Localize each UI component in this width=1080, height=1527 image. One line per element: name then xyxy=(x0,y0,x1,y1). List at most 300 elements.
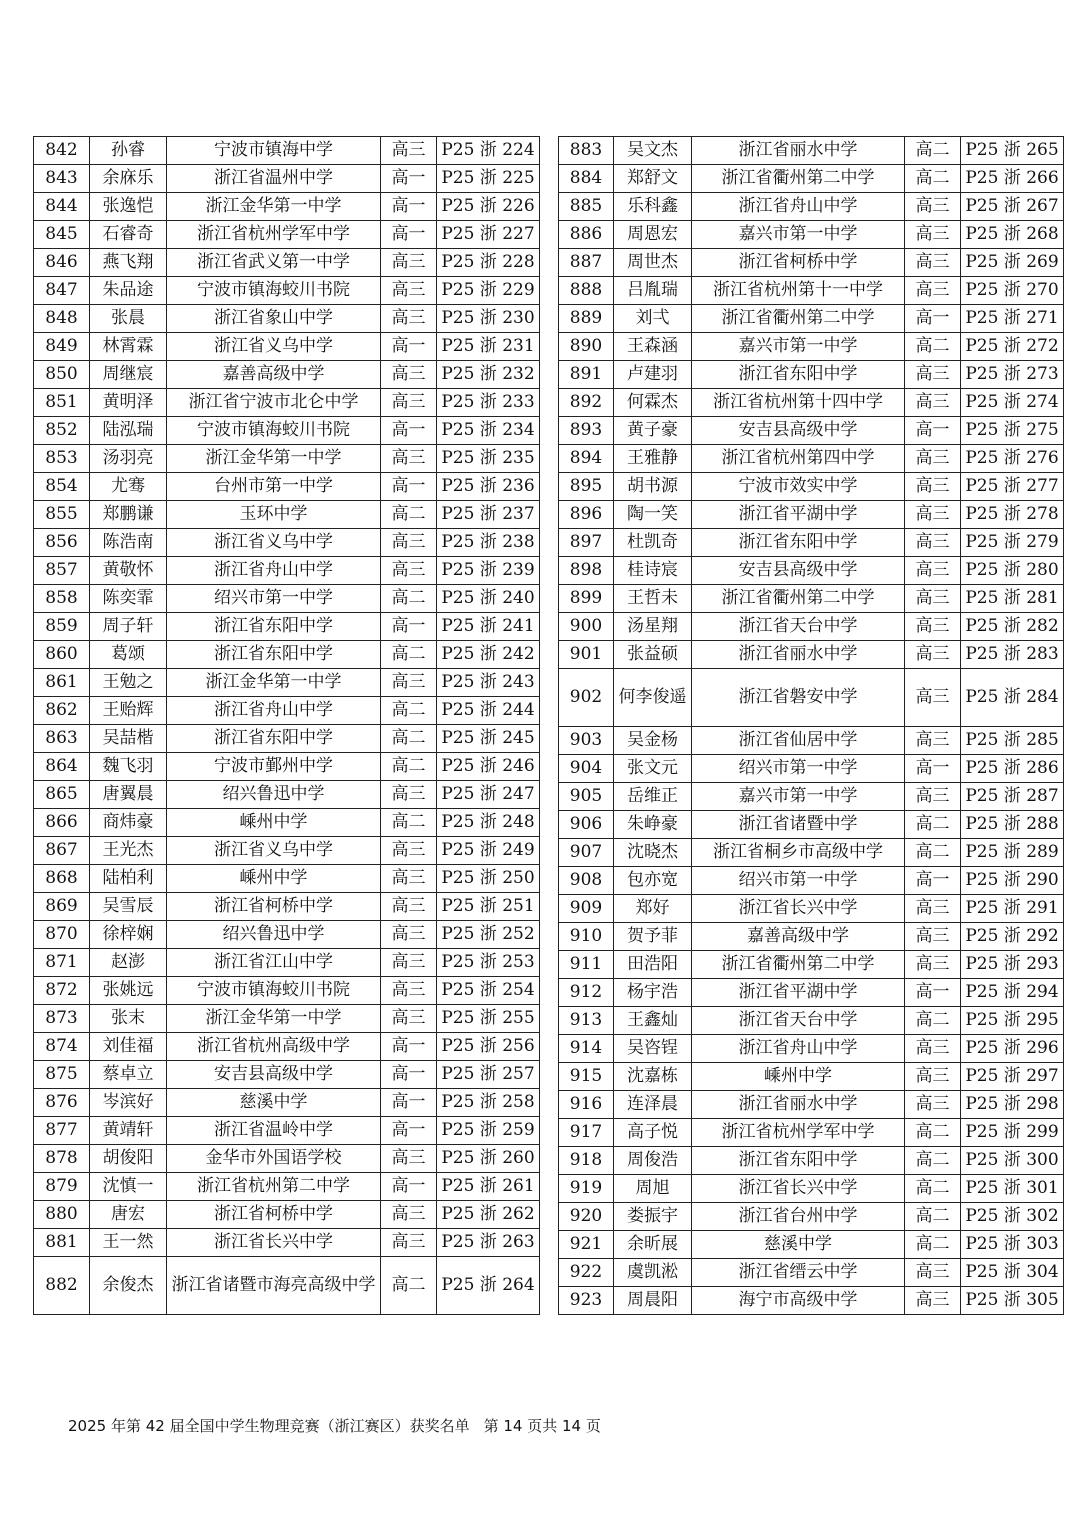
cell-grade: 高三 xyxy=(905,249,961,277)
cell-award-code: P25 浙 289 xyxy=(961,839,1064,867)
cell-award-code: P25 浙 251 xyxy=(437,893,540,921)
cell-award-code: P25 浙 277 xyxy=(961,473,1064,501)
cell-number: 909 xyxy=(559,895,614,923)
cell-award-code: P25 浙 229 xyxy=(437,277,540,305)
cell-award-code: P25 浙 274 xyxy=(961,389,1064,417)
cell-award-code: P25 浙 275 xyxy=(961,417,1064,445)
cell-award-code: P25 浙 301 xyxy=(961,1175,1064,1203)
cell-school: 浙江省丽水中学 xyxy=(692,137,905,165)
table-row xyxy=(34,445,540,473)
cell-name: 朱品途 xyxy=(90,277,167,305)
table-row xyxy=(34,893,540,921)
cell-award-code: P25 浙 262 xyxy=(437,1201,540,1229)
table-row xyxy=(559,1259,1064,1287)
cell-school: 浙江省柯桥中学 xyxy=(692,249,905,277)
cell-award-code: P25 浙 298 xyxy=(961,1091,1064,1119)
cell-name: 吴喆楷 xyxy=(90,725,167,753)
cell-grade: 高三 xyxy=(381,977,437,1005)
cell-number: 865 xyxy=(34,781,90,809)
cell-number: 891 xyxy=(559,361,614,389)
cell-grade: 高三 xyxy=(905,1035,961,1063)
cell-name: 张姚远 xyxy=(90,977,167,1005)
cell-number: 922 xyxy=(559,1259,614,1287)
cell-name: 石睿奇 xyxy=(90,221,167,249)
cell-name: 周子轩 xyxy=(90,613,167,641)
cell-school: 宁波市镇海蛟川书院 xyxy=(167,277,381,305)
cell-name: 余庥乐 xyxy=(90,165,167,193)
cell-grade: 高二 xyxy=(381,725,437,753)
cell-award-code: P25 浙 263 xyxy=(437,1229,540,1257)
table-row xyxy=(559,727,1064,755)
cell-name: 岳维正 xyxy=(614,783,692,811)
cell-number: 876 xyxy=(34,1089,90,1117)
table-row xyxy=(559,165,1064,193)
cell-name: 杨宇浩 xyxy=(614,979,692,1007)
cell-name: 朱峥豪 xyxy=(614,811,692,839)
cell-grade: 高三 xyxy=(905,193,961,221)
cell-school: 浙江省天台中学 xyxy=(692,613,905,641)
cell-award-code: P25 浙 272 xyxy=(961,333,1064,361)
cell-school: 浙江省杭州第四中学 xyxy=(692,445,905,473)
cell-grade: 高二 xyxy=(905,333,961,361)
cell-name: 余俊杰 xyxy=(90,1257,167,1315)
cell-school: 绍兴鲁迅中学 xyxy=(167,781,381,809)
cell-school: 浙江省桐乡市高级中学 xyxy=(692,839,905,867)
cell-grade: 高三 xyxy=(905,557,961,585)
table-row xyxy=(559,669,1064,727)
cell-award-code: P25 浙 285 xyxy=(961,727,1064,755)
cell-grade: 高一 xyxy=(381,1033,437,1061)
cell-grade: 高三 xyxy=(905,669,961,727)
cell-grade: 高三 xyxy=(905,1063,961,1091)
cell-award-code: P25 浙 233 xyxy=(437,389,540,417)
cell-number: 916 xyxy=(559,1091,614,1119)
cell-name: 胡俊阳 xyxy=(90,1145,167,1173)
cell-school: 浙江省天台中学 xyxy=(692,1007,905,1035)
cell-name: 张晨 xyxy=(90,305,167,333)
cell-name: 葛颂 xyxy=(90,641,167,669)
cell-number: 852 xyxy=(34,417,90,445)
cell-school: 浙江省东阳中学 xyxy=(167,641,381,669)
cell-name: 田浩阳 xyxy=(614,951,692,979)
cell-number: 901 xyxy=(559,641,614,669)
cell-award-code: P25 浙 237 xyxy=(437,501,540,529)
cell-name: 吴雪辰 xyxy=(90,893,167,921)
cell-award-code: P25 浙 253 xyxy=(437,949,540,977)
cell-grade: 高三 xyxy=(905,221,961,249)
cell-name: 黄子豪 xyxy=(614,417,692,445)
cell-school: 宁波市效实中学 xyxy=(692,473,905,501)
cell-grade: 高一 xyxy=(381,1117,437,1145)
cell-grade: 高三 xyxy=(381,893,437,921)
cell-number: 908 xyxy=(559,867,614,895)
cell-school: 慈溪中学 xyxy=(167,1089,381,1117)
cell-award-code: P25 浙 270 xyxy=(961,277,1064,305)
cell-number: 920 xyxy=(559,1203,614,1231)
cell-number: 905 xyxy=(559,783,614,811)
cell-school: 台州市第一中学 xyxy=(167,473,381,501)
cell-name: 娄振宇 xyxy=(614,1203,692,1231)
cell-award-code: P25 浙 297 xyxy=(961,1063,1064,1091)
cell-name: 燕飞翔 xyxy=(90,249,167,277)
cell-award-code: P25 浙 300 xyxy=(961,1147,1064,1175)
cell-grade: 高一 xyxy=(381,473,437,501)
cell-award-code: P25 浙 255 xyxy=(437,1005,540,1033)
cell-award-code: P25 浙 279 xyxy=(961,529,1064,557)
cell-name: 虞凯淞 xyxy=(614,1259,692,1287)
cell-name: 沈晓杰 xyxy=(614,839,692,867)
table-row xyxy=(34,1117,540,1145)
cell-number: 844 xyxy=(34,193,90,221)
table-row xyxy=(559,641,1064,669)
cell-name: 赵澎 xyxy=(90,949,167,977)
cell-number: 864 xyxy=(34,753,90,781)
cell-name: 魏飞羽 xyxy=(90,753,167,781)
cell-award-code: P25 浙 293 xyxy=(961,951,1064,979)
table-row xyxy=(34,249,540,277)
cell-school: 安吉县高级中学 xyxy=(692,557,905,585)
cell-school: 浙江省诸暨中学 xyxy=(692,811,905,839)
cell-grade: 高一 xyxy=(905,305,961,333)
table-row xyxy=(559,1063,1064,1091)
table-row xyxy=(34,1005,540,1033)
cell-grade: 高二 xyxy=(905,1231,961,1259)
cell-number: 870 xyxy=(34,921,90,949)
cell-grade: 高二 xyxy=(905,1007,961,1035)
cell-award-code: P25 浙 231 xyxy=(437,333,540,361)
cell-school: 浙江省温州中学 xyxy=(167,165,381,193)
cell-award-code: P25 浙 245 xyxy=(437,725,540,753)
table-row xyxy=(559,249,1064,277)
table-row xyxy=(559,1203,1064,1231)
cell-number: 880 xyxy=(34,1201,90,1229)
cell-number: 919 xyxy=(559,1175,614,1203)
cell-number: 921 xyxy=(559,1231,614,1259)
cell-award-code: P25 浙 268 xyxy=(961,221,1064,249)
cell-grade: 高三 xyxy=(381,1229,437,1257)
cell-name: 陈奕霏 xyxy=(90,585,167,613)
table-row xyxy=(559,445,1064,473)
cell-grade: 高三 xyxy=(381,781,437,809)
cell-school: 浙江省柯桥中学 xyxy=(167,1201,381,1229)
table-row xyxy=(559,1175,1064,1203)
cell-school: 浙江省义乌中学 xyxy=(167,333,381,361)
cell-grade: 高二 xyxy=(905,1119,961,1147)
cell-school: 浙江省缙云中学 xyxy=(692,1259,905,1287)
table-row xyxy=(34,949,540,977)
table-row xyxy=(34,501,540,529)
cell-number: 859 xyxy=(34,613,90,641)
cell-award-code: P25 浙 238 xyxy=(437,529,540,557)
table-row xyxy=(559,389,1064,417)
cell-award-code: P25 浙 265 xyxy=(961,137,1064,165)
table-row xyxy=(34,781,540,809)
cell-award-code: P25 浙 266 xyxy=(961,165,1064,193)
cell-award-code: P25 浙 288 xyxy=(961,811,1064,839)
cell-number: 847 xyxy=(34,277,90,305)
cell-number: 879 xyxy=(34,1173,90,1201)
table-row xyxy=(559,501,1064,529)
cell-name: 吕胤瑞 xyxy=(614,277,692,305)
table-row xyxy=(559,951,1064,979)
cell-grade: 高三 xyxy=(381,445,437,473)
cell-name: 张文元 xyxy=(614,755,692,783)
cell-number: 866 xyxy=(34,809,90,837)
cell-award-code: P25 浙 260 xyxy=(437,1145,540,1173)
cell-award-code: P25 浙 271 xyxy=(961,305,1064,333)
cell-school: 浙江省长兴中学 xyxy=(167,1229,381,1257)
cell-school: 绍兴市第一中学 xyxy=(692,755,905,783)
cell-grade: 高二 xyxy=(905,811,961,839)
cell-school: 浙江金华第一中学 xyxy=(167,669,381,697)
cell-school: 浙江省武义第一中学 xyxy=(167,249,381,277)
cell-name: 黄靖轩 xyxy=(90,1117,167,1145)
cell-school: 绍兴市第一中学 xyxy=(167,585,381,613)
cell-school: 浙江省柯桥中学 xyxy=(167,893,381,921)
cell-grade: 高三 xyxy=(381,921,437,949)
table-row xyxy=(559,867,1064,895)
cell-school: 浙江省衢州第二中学 xyxy=(692,585,905,613)
cell-award-code: P25 浙 232 xyxy=(437,361,540,389)
cell-award-code: P25 浙 258 xyxy=(437,1089,540,1117)
cell-grade: 高二 xyxy=(381,809,437,837)
cell-name: 刘弌 xyxy=(614,305,692,333)
cell-name: 徐梓娴 xyxy=(90,921,167,949)
cell-grade: 高三 xyxy=(381,529,437,557)
cell-award-code: P25 浙 273 xyxy=(961,361,1064,389)
cell-grade: 高二 xyxy=(905,839,961,867)
cell-school: 浙江省东阳中学 xyxy=(692,361,905,389)
cell-award-code: P25 浙 227 xyxy=(437,221,540,249)
cell-number: 890 xyxy=(559,333,614,361)
cell-grade: 高三 xyxy=(905,951,961,979)
cell-grade: 高一 xyxy=(381,417,437,445)
cell-number: 871 xyxy=(34,949,90,977)
cell-school: 海宁市高级中学 xyxy=(692,1287,905,1315)
cell-school: 金华市外国语学校 xyxy=(167,1145,381,1173)
cell-number: 851 xyxy=(34,389,90,417)
table-row xyxy=(34,753,540,781)
cell-name: 王鑫灿 xyxy=(614,1007,692,1035)
cell-grade: 高三 xyxy=(381,305,437,333)
cell-award-code: P25 浙 254 xyxy=(437,977,540,1005)
cell-number: 902 xyxy=(559,669,614,727)
cell-award-code: P25 浙 305 xyxy=(961,1287,1064,1315)
cell-grade: 高三 xyxy=(905,361,961,389)
cell-school: 浙江省舟山中学 xyxy=(692,193,905,221)
cell-grade: 高二 xyxy=(905,1147,961,1175)
cell-number: 854 xyxy=(34,473,90,501)
cell-school: 浙江省舟山中学 xyxy=(692,1035,905,1063)
cell-name: 余昕展 xyxy=(614,1231,692,1259)
cell-school: 浙江省温岭中学 xyxy=(167,1117,381,1145)
cell-award-code: P25 浙 247 xyxy=(437,781,540,809)
table-row xyxy=(34,305,540,333)
cell-school: 浙江省磐安中学 xyxy=(692,669,905,727)
cell-award-code: P25 浙 242 xyxy=(437,641,540,669)
cell-name: 周晨阳 xyxy=(614,1287,692,1315)
cell-school: 浙江省诸暨市海亮高级中学 xyxy=(167,1257,381,1315)
cell-award-code: P25 浙 264 xyxy=(437,1257,540,1315)
cell-award-code: P25 浙 280 xyxy=(961,557,1064,585)
table-row xyxy=(559,529,1064,557)
cell-name: 王一然 xyxy=(90,1229,167,1257)
cell-name: 唐翼晨 xyxy=(90,781,167,809)
cell-award-code: P25 浙 269 xyxy=(961,249,1064,277)
cell-school: 宁波市镇海中学 xyxy=(167,137,381,165)
cell-number: 900 xyxy=(559,613,614,641)
cell-grade: 高一 xyxy=(381,1089,437,1117)
cell-number: 843 xyxy=(34,165,90,193)
cell-name: 陆柏利 xyxy=(90,865,167,893)
cell-award-code: P25 浙 257 xyxy=(437,1061,540,1089)
cell-school: 宁波市镇海蛟川书院 xyxy=(167,417,381,445)
cell-grade: 高三 xyxy=(381,1145,437,1173)
table-row xyxy=(559,839,1064,867)
cell-number: 899 xyxy=(559,585,614,613)
table-row xyxy=(34,277,540,305)
cell-award-code: P25 浙 304 xyxy=(961,1259,1064,1287)
table-row xyxy=(559,1287,1064,1315)
cell-number: 894 xyxy=(559,445,614,473)
cell-grade: 高一 xyxy=(905,755,961,783)
cell-number: 912 xyxy=(559,979,614,1007)
cell-number: 877 xyxy=(34,1117,90,1145)
cell-name: 张末 xyxy=(90,1005,167,1033)
table-row xyxy=(34,837,540,865)
cell-award-code: P25 浙 296 xyxy=(961,1035,1064,1063)
cell-award-code: P25 浙 259 xyxy=(437,1117,540,1145)
cell-name: 吴金杨 xyxy=(614,727,692,755)
cell-award-code: P25 浙 234 xyxy=(437,417,540,445)
cell-grade: 高三 xyxy=(905,895,961,923)
cell-school: 浙江省杭州学军中学 xyxy=(167,221,381,249)
cell-number: 907 xyxy=(559,839,614,867)
cell-award-code: P25 浙 292 xyxy=(961,923,1064,951)
table-row xyxy=(34,865,540,893)
cell-award-code: P25 浙 230 xyxy=(437,305,540,333)
cell-award-code: P25 浙 240 xyxy=(437,585,540,613)
cell-grade: 高三 xyxy=(381,389,437,417)
cell-school: 浙江省平湖中学 xyxy=(692,979,905,1007)
cell-award-code: P25 浙 248 xyxy=(437,809,540,837)
table-row xyxy=(34,1173,540,1201)
cell-number: 853 xyxy=(34,445,90,473)
cell-grade: 高一 xyxy=(905,417,961,445)
cell-grade: 高三 xyxy=(905,613,961,641)
table-row xyxy=(34,585,540,613)
cell-number: 855 xyxy=(34,501,90,529)
cell-name: 王光杰 xyxy=(90,837,167,865)
cell-grade: 高二 xyxy=(381,697,437,725)
cell-school: 绍兴鲁迅中学 xyxy=(167,921,381,949)
table-row xyxy=(34,557,540,585)
cell-name: 吴咨锃 xyxy=(614,1035,692,1063)
cell-school: 浙江金华第一中学 xyxy=(167,445,381,473)
cell-award-code: P25 浙 256 xyxy=(437,1033,540,1061)
cell-award-code: P25 浙 244 xyxy=(437,697,540,725)
cell-number: 906 xyxy=(559,811,614,839)
cell-school: 浙江省东阳中学 xyxy=(692,1147,905,1175)
cell-name: 岑滨好 xyxy=(90,1089,167,1117)
cell-award-code: P25 浙 228 xyxy=(437,249,540,277)
cell-award-code: P25 浙 287 xyxy=(961,783,1064,811)
cell-school: 浙江省东阳中学 xyxy=(692,529,905,557)
table-row xyxy=(559,333,1064,361)
table-row xyxy=(34,1257,540,1315)
cell-award-code: P25 浙 236 xyxy=(437,473,540,501)
cell-grade: 高三 xyxy=(381,865,437,893)
cell-name: 吴文杰 xyxy=(614,137,692,165)
cell-number: 849 xyxy=(34,333,90,361)
cell-grade: 高三 xyxy=(905,783,961,811)
cell-name: 郑舒文 xyxy=(614,165,692,193)
cell-award-code: P25 浙 291 xyxy=(961,895,1064,923)
table-row xyxy=(34,417,540,445)
cell-school: 浙江省长兴中学 xyxy=(692,895,905,923)
cell-grade: 高一 xyxy=(381,333,437,361)
cell-school: 浙江省平湖中学 xyxy=(692,501,905,529)
cell-number: 874 xyxy=(34,1033,90,1061)
cell-school: 宁波市鄞州中学 xyxy=(167,753,381,781)
cell-award-code: P25 浙 284 xyxy=(961,669,1064,727)
cell-grade: 高一 xyxy=(905,867,961,895)
table-row xyxy=(34,361,540,389)
cell-school: 浙江金华第一中学 xyxy=(167,193,381,221)
table-row xyxy=(34,697,540,725)
table-row xyxy=(34,725,540,753)
cell-grade: 高一 xyxy=(381,165,437,193)
cell-number: 862 xyxy=(34,697,90,725)
cell-grade: 高三 xyxy=(905,501,961,529)
cell-school: 浙江省宁波市北仑中学 xyxy=(167,389,381,417)
cell-award-code: P25 浙 299 xyxy=(961,1119,1064,1147)
page-footer xyxy=(68,1415,601,1436)
cell-school: 浙江省衢州第二中学 xyxy=(692,951,905,979)
cell-grade: 高三 xyxy=(381,1201,437,1229)
cell-award-code: P25 浙 225 xyxy=(437,165,540,193)
cell-grade: 高三 xyxy=(905,923,961,951)
cell-school: 安吉县高级中学 xyxy=(167,1061,381,1089)
cell-award-code: P25 浙 294 xyxy=(961,979,1064,1007)
cell-number: 886 xyxy=(559,221,614,249)
table-row xyxy=(34,221,540,249)
cell-grade: 高三 xyxy=(905,585,961,613)
cell-name: 陶一笑 xyxy=(614,501,692,529)
cell-name: 郑鹏谦 xyxy=(90,501,167,529)
cell-name: 周世杰 xyxy=(614,249,692,277)
table-row xyxy=(34,165,540,193)
cell-grade: 高三 xyxy=(381,249,437,277)
cell-grade: 高一 xyxy=(381,1061,437,1089)
table-row xyxy=(34,1089,540,1117)
cell-grade: 高一 xyxy=(381,1173,437,1201)
table-row xyxy=(34,977,540,1005)
cell-award-code: P25 浙 250 xyxy=(437,865,540,893)
cell-school: 嘉兴市第一中学 xyxy=(692,783,905,811)
cell-name: 胡书源 xyxy=(614,473,692,501)
cell-school: 绍兴市第一中学 xyxy=(692,867,905,895)
cell-award-code: P25 浙 281 xyxy=(961,585,1064,613)
cell-grade: 高三 xyxy=(905,727,961,755)
cell-grade: 高一 xyxy=(905,979,961,1007)
cell-school: 嘉善高级中学 xyxy=(167,361,381,389)
cell-number: 910 xyxy=(559,923,614,951)
cell-school: 浙江省象山中学 xyxy=(167,305,381,333)
cell-name: 沈慎一 xyxy=(90,1173,167,1201)
cell-name: 王哲未 xyxy=(614,585,692,613)
cell-award-code: P25 浙 278 xyxy=(961,501,1064,529)
